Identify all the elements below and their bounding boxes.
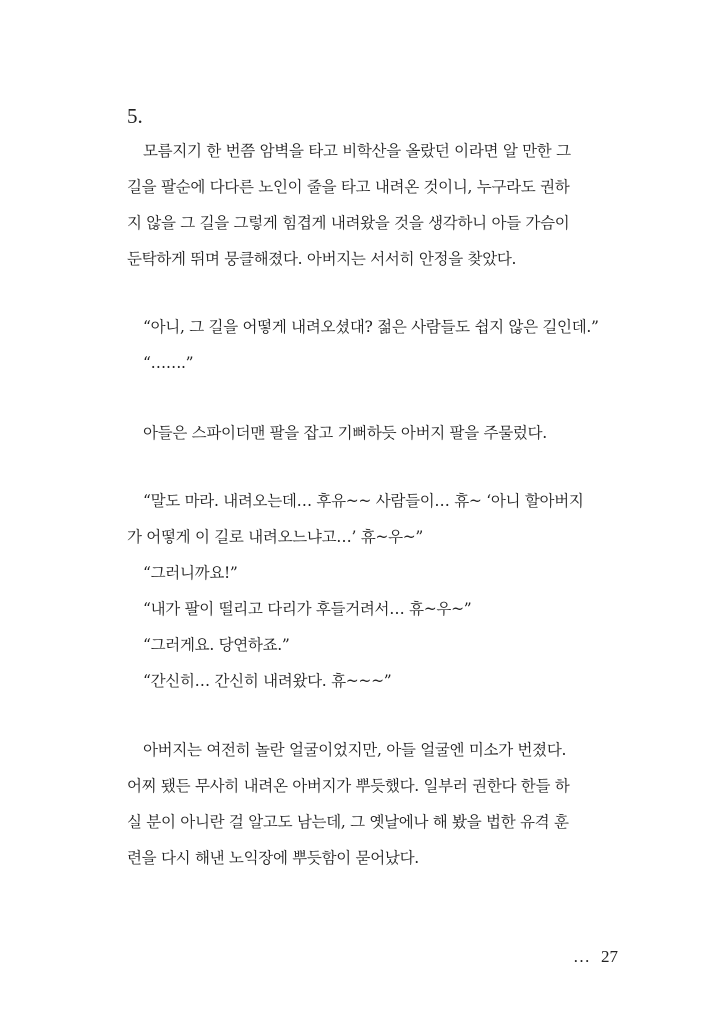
paragraph-1-line: 길을 팔순에 다다른 노인이 줄을 타고 내려온 것이니, 누구라도 권하 [127,178,570,196]
paragraph-2-line: 아들은 스파이더맨 팔을 잡고 기뻐하듯 아버지 팔을 주물렀다. [143,424,547,442]
page-number: 27 [601,947,618,966]
footer-ellipsis: … [573,947,591,966]
section-number: 5. [127,104,143,128]
paragraph-3-line: 련을 다시 해낸 노익장에 뿌듯함이 묻어났다. [127,849,419,867]
dialogue-line: 가 어떻게 이 길로 내려오느냐고…’ 휴~우~” [127,528,424,546]
dialogue-line: “간신히… 간신히 내려왔다. 휴~~~” [143,672,392,690]
paragraph-1-line: 둔탁하게 뛰며 뭉클해졌다. 아버지는 서서히 안정을 찾았다. [127,250,517,268]
paragraph-3-line: 실 분이 아니란 걸 알고도 남는데, 그 옛날에나 해 봤을 법한 유격 훈 [127,813,569,831]
paragraph-1-line: 지 않을 그 길을 그렇게 힘겹게 내려왔을 것을 생각하니 아들 가슴이 [127,214,570,232]
page-footer [573,946,618,968]
paragraph-3-line: 어찌 됐든 무사히 내려온 아버지가 뿌듯했다. 일부러 권한다 한들 하 [127,777,570,795]
dialogue-line: “…….” [143,354,194,372]
dialogue-line: “그러게요. 당연하죠.” [143,636,290,654]
dialogue-line: “말도 마라. 내려오는데… 후유~~ 사람들이… 휴~ ‘아니 할아버지 [143,492,584,510]
dialogue-line: “내가 팔이 떨리고 다리가 후들거려서… 휴~우~” [143,600,472,618]
paragraph-1-line: 모름지기 한 번쯤 암벽을 타고 비학산을 올랐던 이라면 알 만한 그 [143,142,571,160]
dialogue-line: “그러니까요!” [143,564,238,582]
paragraph-3-line: 아버지는 여전히 놀란 얼굴이었지만, 아들 얼굴엔 미소가 번졌다. [143,741,567,759]
dialogue-line: “아니, 그 길을 어떻게 내려오셨대? 젊은 사람들도 쉽지 않은 길인데.” [143,318,599,336]
